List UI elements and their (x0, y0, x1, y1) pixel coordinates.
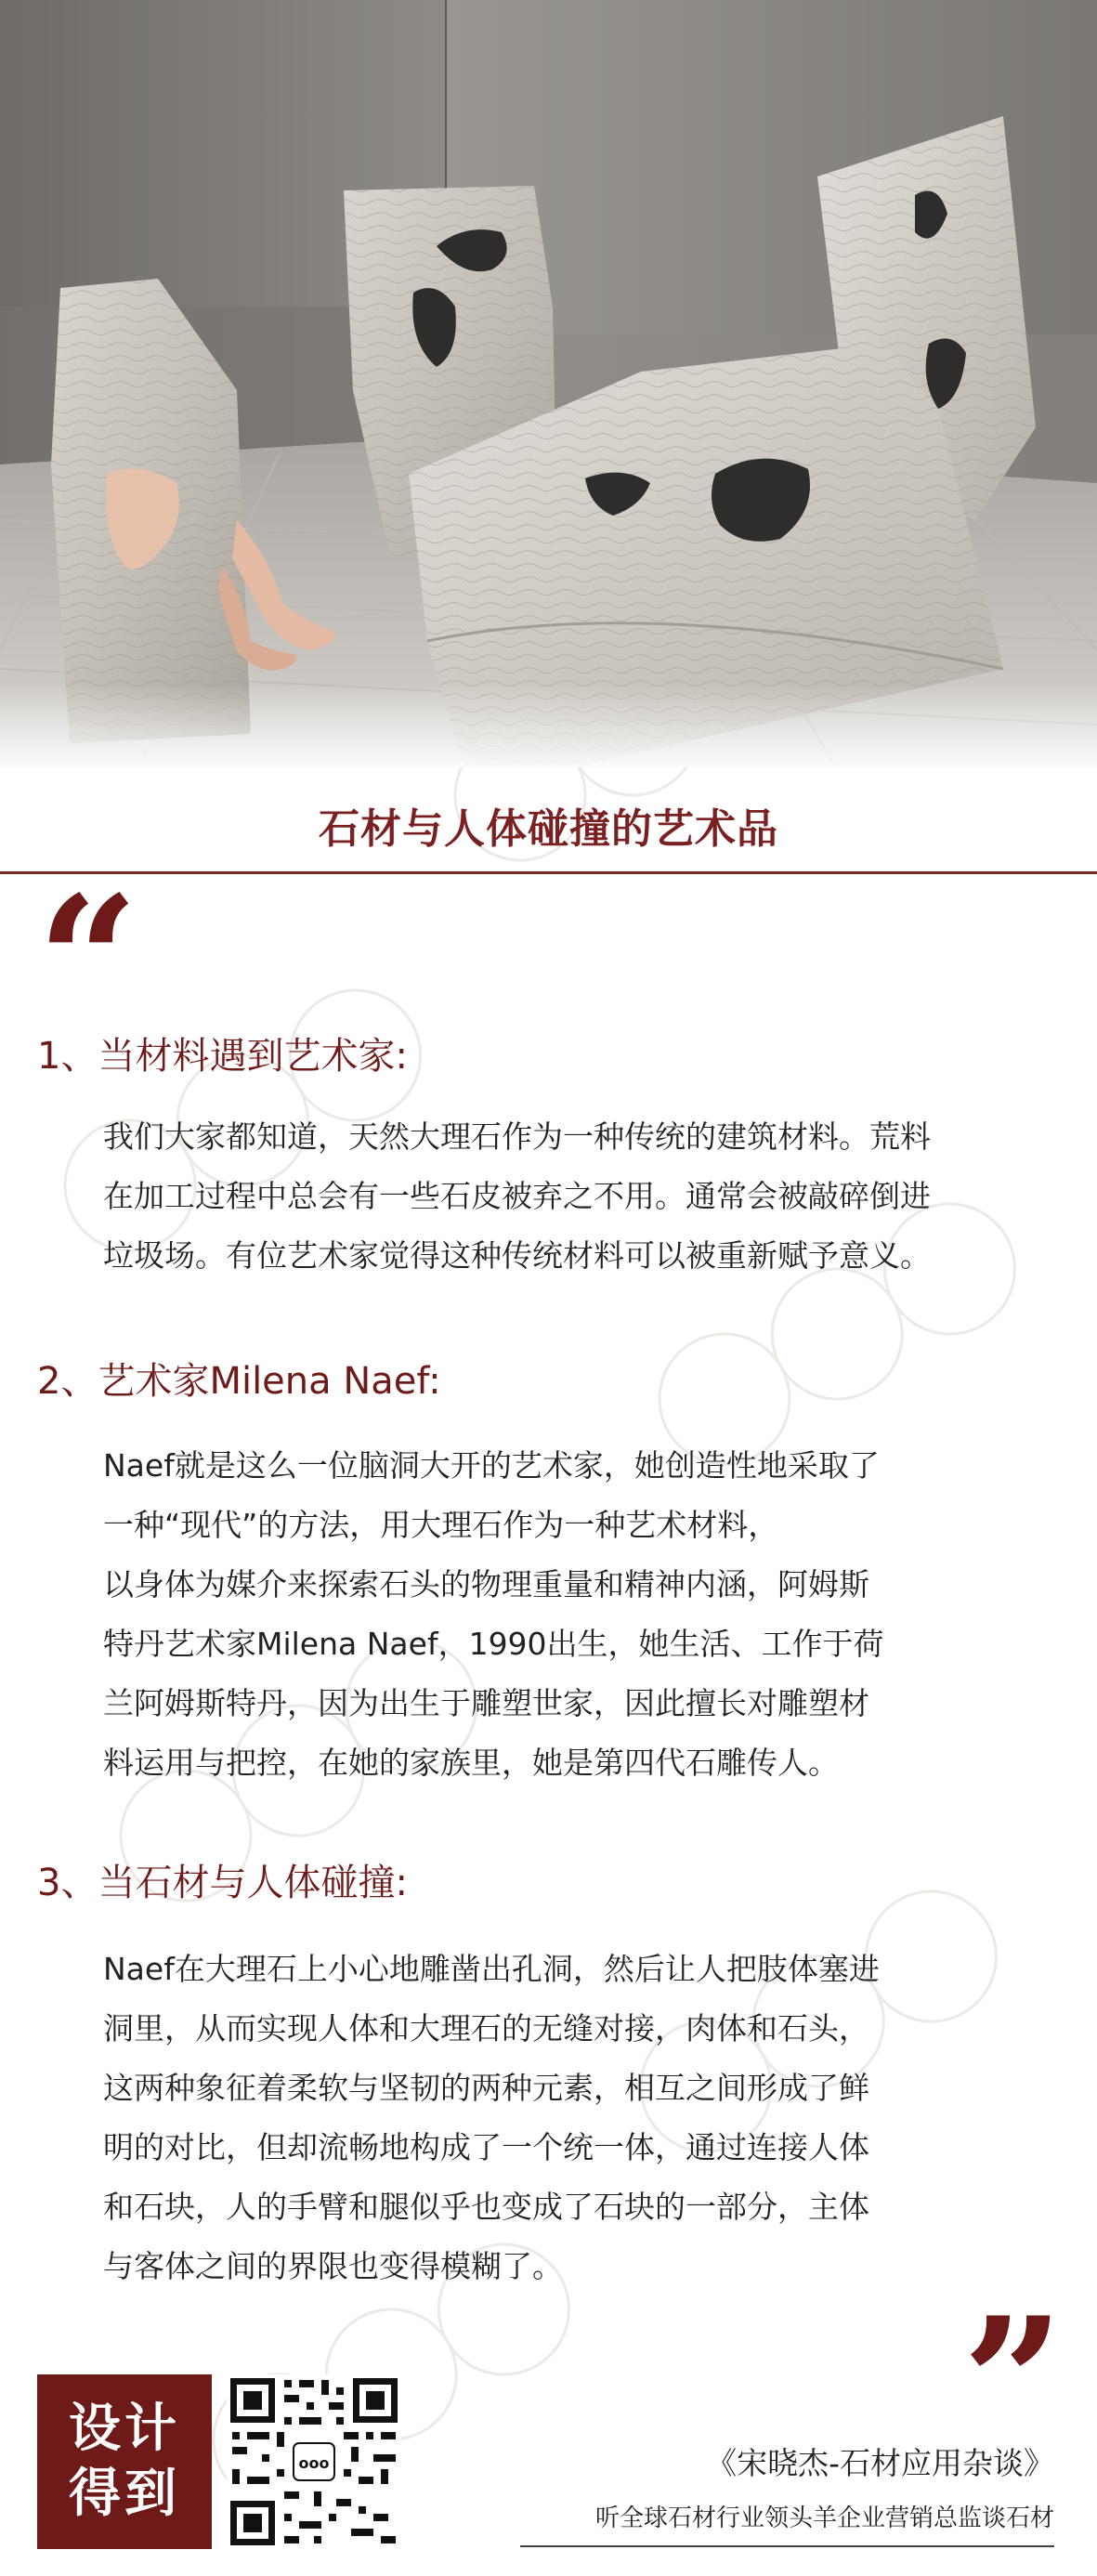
section-3-line: 这两种象征着柔软与坚韧的两种元素，相互之间形成了鲜 (103, 2070, 869, 2106)
section-2-line: 兰阿姆斯特丹，因为出生于雕塑世家，因此擅长对雕塑材 (103, 1685, 869, 1721)
section-2-line: Naef就是这么一位脑洞大开的艺术家，她创造性地采取了 (103, 1447, 880, 1484)
title-band (0, 767, 1097, 874)
column-title: 《宋晓杰-石材应用杂谈》 (706, 2445, 1054, 2481)
section-1-body (103, 1107, 1060, 1286)
section-2-line: 以身体为媒介来探索石头的物理重量和精神内涵，阿姆斯 (103, 1566, 869, 1602)
section-3-line: 和石块，人的手臂和腿似乎也变成了石块的一部分，主体 (103, 2189, 869, 2225)
section-3-line: 明的对比，但却流畅地构成了一个统一体，通过连接人体 (103, 2129, 869, 2165)
section-3-line: 洞里，从而实现人体和大理石的无缝对接，肉体和石头， (103, 2010, 869, 2046)
logo-line-1: 设计 (69, 2399, 180, 2459)
open-quote-icon: “ (37, 857, 139, 1065)
logo-line-2: 得到 (69, 2464, 180, 2524)
section-1-line: 在加工过程中总会有一些石皮被弃之不用。通常会被敲碎倒进 (103, 1178, 931, 1214)
footer-divider (520, 2545, 1054, 2547)
column-subtitle: 听全球石材行业领头羊企业营销总监谈石材 (594, 2504, 1054, 2532)
close-quote-icon: ” (962, 2279, 1064, 2486)
section-2-line: 一种“现代”的方法，用大理石作为一种艺术材料， (103, 1507, 779, 1543)
section-2-heading: 2、艺术家Milena Naef: (37, 1360, 441, 1403)
hero-fade (0, 684, 1097, 767)
section-3-heading: 3、当石材与人体碰撞: (37, 1862, 408, 1904)
section-1-line: 垃圾场。有位艺术家觉得这种传统材料可以被重新赋予意义。 (103, 1237, 931, 1274)
hero-image (0, 0, 1097, 767)
section-1-line: 我们大家都知道，天然大理石作为一种传统的建筑材料。荒料 (103, 1118, 931, 1155)
section-1-heading: 1、当材料遇到艺术家: (37, 1035, 408, 1078)
section-3-line: 与客体之间的界限也变得模糊了。 (103, 2248, 563, 2284)
section-2-line: 特丹艺术家Milena Naef，1990出生，她生活、工作于荷 (103, 1626, 884, 1662)
qr-center-text: ooo (298, 2454, 330, 2472)
section-2-line: 料运用与把控，在她的家族里，她是第四代石雕传人。 (103, 1745, 839, 1781)
section-3-line: Naef在大理石上小心地雕凿出孔洞，然后让人把肢体塞进 (103, 1951, 880, 1987)
section-2-body (103, 1436, 1060, 1793)
section-3-body (103, 1940, 1060, 2296)
qr-code-icon[interactable] (227, 2374, 401, 2549)
marble-sculptures-photo (0, 0, 1097, 767)
article-title: 石材与人体碰撞的艺术品 (319, 805, 778, 853)
brand-logo (37, 2374, 212, 2549)
